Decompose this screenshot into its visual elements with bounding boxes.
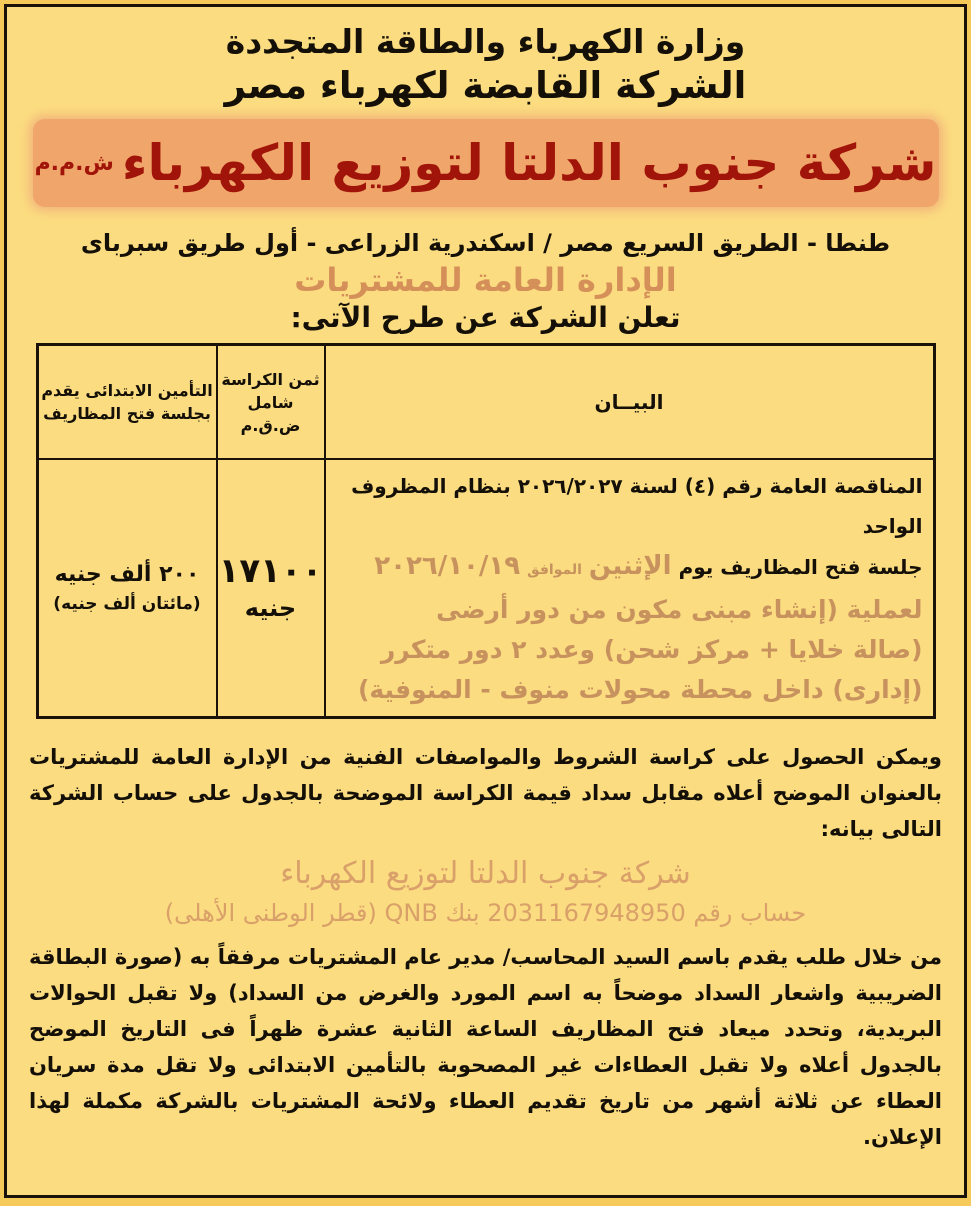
opening-session-prefix: جلسة فتح المظاريف يوم [678,555,923,579]
booklet-price-cell [217,459,325,718]
company-suffix: ش.م.م [34,150,114,176]
company-banner [33,119,939,207]
opening-session-line [334,546,923,590]
tender-number-line: المناقصة العامة رقم (٤) لسنة ٢٠٢٦/٢٠٢٧ بنظام المظروف الواحد [351,474,923,538]
initial-insurance-cell [37,459,217,718]
table-header-row [37,345,934,460]
opening-day: الإثنين [588,551,672,581]
bank-account-holder: شركة جنوب الدلتا لتوزيع الكهرباء [280,856,691,891]
header-booklet-price: ثمن الكراسة شامل ض.ق.م [217,345,325,460]
tender-table [36,343,936,719]
tender-advertisement [4,4,967,1198]
opening-date: ٢٠٢٦/١٠/١٩ [374,551,521,581]
department-title: الإدارة العامة للمشتريات [294,261,677,299]
company-name: شركة جنوب الدلتا لتوزيع الكهرباء [121,134,937,192]
bank-account-details: حساب رقم 2031167948950 بنك QNB (قطر الوطنى الأهلى) [164,899,807,927]
header-description: البيــان [325,345,935,460]
application-conditions-paragraph: من خلال طلب يقدم باسم السيد المحاسب/ مدير عام المشتريات مرفقاً به (صورة البطاقة الضريبية واشعار السداد موضحاً به اسم المورد والغرض من السداد) ولا تقبل الحوالات البريدية، وتحدد ميعاد فتح المظاريف الساعة الثانية عشرة ظهراً فى التاريخ الموضح بالجدول أعلاه ولا تقبل العطاءات غير المصحوبة بالتأمين الابتدائى ولا تقل مدة سريان العطاء عن ثلاثة أشهر من تاريخ تقديم العطاء ولائحة المشتريات بالشركة مكملة لهذا الإعلان. [29,945,942,1149]
table-row [37,459,934,718]
booklet-price-unit: جنيه [244,594,297,622]
insurance-amount-words: (مائتان ألف جنيه) [53,594,201,614]
project-scope-line-2: (صالة خلايا + مركز شحن) وعدد ٢ دور متكرر [380,635,923,664]
announcement-heading: تعلن الشركة عن طرح الآتى: [290,301,681,334]
company-address: طنطا - الطريق السريع مصر / اسكندرية الزراعى - أول طريق سبرباى [80,229,891,257]
opening-agreeing: الموافق [527,562,582,578]
holding-company-title: الشركة القابضة لكهرباء مصر [224,64,747,107]
ministry-title: وزارة الكهرباء والطاقة المتجددة [225,22,746,61]
project-scope-line-3: (إدارى) داخل محطة محولات منوف - المنوفية) [357,675,923,704]
tender-description-cell [325,459,935,718]
booklet-acquisition-paragraph: ويمكن الحصول على كراسة الشروط والمواصفات الفنية من الإدارة العامة للمشتريات بالعنوان الموضح أعلاه مقابل سداد قيمة الكراسة الموضحة بالجدول على حساب الشركة التالى بيانه: [29,745,942,841]
header-initial-insurance: التأمين الابتدائى يقدم بجلسة فتح المظاريف [37,345,217,460]
booklet-price-amount: ١٧١٠٠ [218,551,323,591]
insurance-amount: ٢٠٠ ألف جنيه [54,562,200,587]
project-scope-line-1: لعملية (إنشاء مبنى مكون من دور أرضى [436,595,923,624]
